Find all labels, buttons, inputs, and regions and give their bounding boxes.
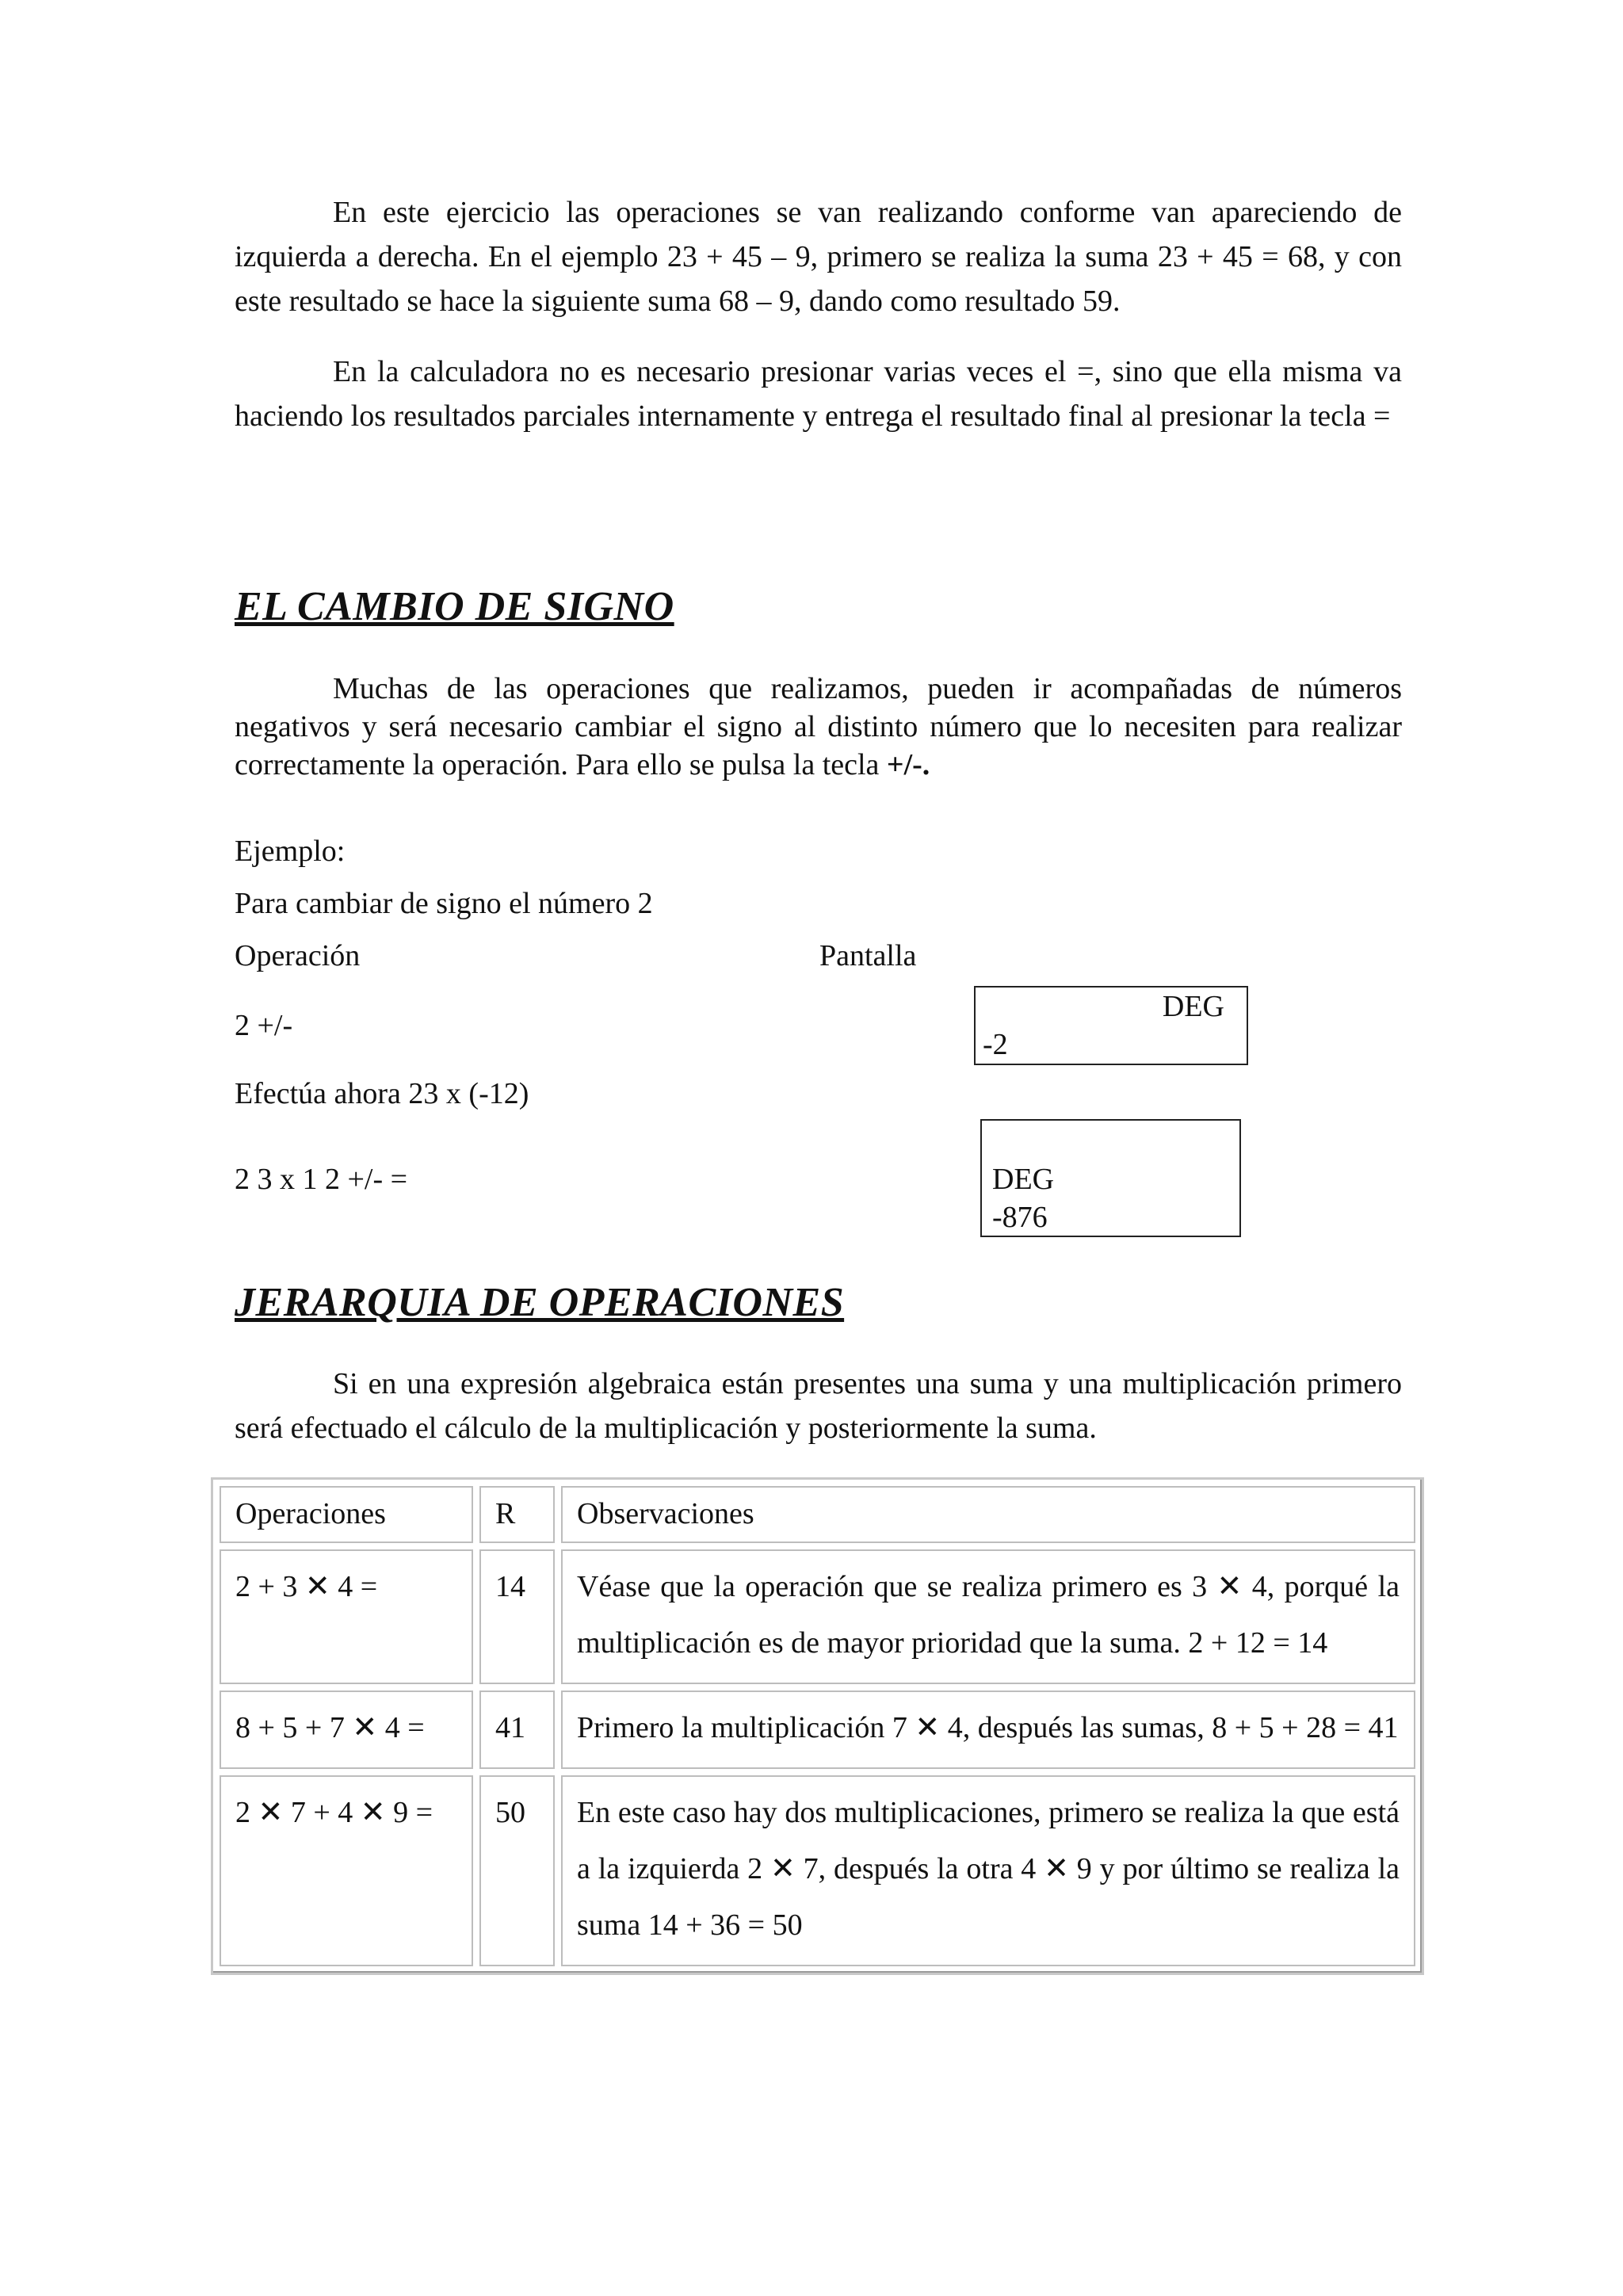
cell-result: 41 (479, 1690, 555, 1769)
heading-cambio-de-signo: EL CAMBIO DE SIGNO (235, 584, 674, 629)
header-r: R (479, 1486, 555, 1543)
example-description: Para cambiar de signo el número 2 (235, 887, 653, 920)
operations-table (211, 1477, 1424, 1975)
cell-observation: En este caso hay dos multiplicaciones, primero se realiza la que está a la izquierda 2 ✕ 7, después la otra 4 ✕ 9 y por último se realiza la suma 14 + 36 = 50 (561, 1775, 1415, 1966)
cell-operation: 2 + 3 ✕ 4 = (220, 1549, 473, 1684)
table-row (220, 1775, 1415, 1966)
example-label: Ejemplo: (235, 835, 346, 868)
table-header-row (220, 1486, 1415, 1543)
paragraph-hierarchy: Si en una expresión algebraica están presentes una suma y una multiplicación primero será efectuado el cálculo de la multiplicación y posteriormente la suma. (235, 1367, 1402, 1445)
header-observaciones: Observaciones (561, 1486, 1415, 1543)
calculator-screen-2 (980, 1119, 1241, 1237)
cell-result: 50 (479, 1775, 555, 1966)
screen-1-value: -2 (983, 1028, 1008, 1061)
sign-key: +/-. (886, 748, 930, 781)
column-operation-label: Operación (235, 939, 361, 972)
cell-result: 14 (479, 1549, 555, 1684)
screen-2-mode: DEG (992, 1163, 1055, 1196)
heading-jerarquia: JERARQUIA DE OPERACIONES (235, 1280, 845, 1325)
sign-change-text: Muchas de las operaciones que realizamos, pueden ir acompañadas de números negativos y será necesario cambiar el signo al distinto número que lo necesiten para realizar correctamente la operación. Para ello se pulsa la tecla (235, 672, 1402, 781)
instruction-text: Efectúa ahora 23 x (-12) (235, 1077, 529, 1110)
operation-2: 2 3 x 1 2 +/- = (235, 1163, 408, 1196)
paragraph-left-to-right: En este ejercicio las operaciones se van realizando conforme van apareciendo de izquierda a derecha. En el ejemplo 23 + 45 – 9, primero se realiza la suma 23 + 45 = 68, y con este resultado se hace la siguiente suma 68 – 9, dando como resultado 59. (235, 196, 1402, 318)
paragraph-calculator-equals: En la calculadora no es necesario presionar varias veces el =, sino que ella misma va haciendo los resultados parciales internamente y entrega el resultado final al presionar la tecla = (235, 355, 1402, 433)
table-row (220, 1690, 1415, 1769)
operation-1: 2 +/- (235, 1009, 293, 1042)
screen-1-mode: DEG (1162, 990, 1224, 1023)
header-operaciones: Operaciones (220, 1486, 473, 1543)
cell-operation: 8 + 5 + 7 ✕ 4 = (220, 1690, 473, 1769)
paragraph-sign-change (235, 670, 1402, 784)
column-screen-label: Pantalla (819, 939, 917, 972)
table-row (220, 1549, 1415, 1684)
cell-operation: 2 ✕ 7 + 4 ✕ 9 = (220, 1775, 473, 1966)
cell-observation: Véase que la operación que se realiza primero es 3 ✕ 4, porqué la multiplicación es de mayor prioridad que la suma. 2 + 12 = 14 (561, 1549, 1415, 1684)
screen-2-value: -876 (992, 1201, 1048, 1234)
calculator-screen-1 (974, 986, 1248, 1065)
cell-observation: Primero la multiplicación 7 ✕ 4, después las sumas, 8 + 5 + 28 = 41 (561, 1690, 1415, 1769)
